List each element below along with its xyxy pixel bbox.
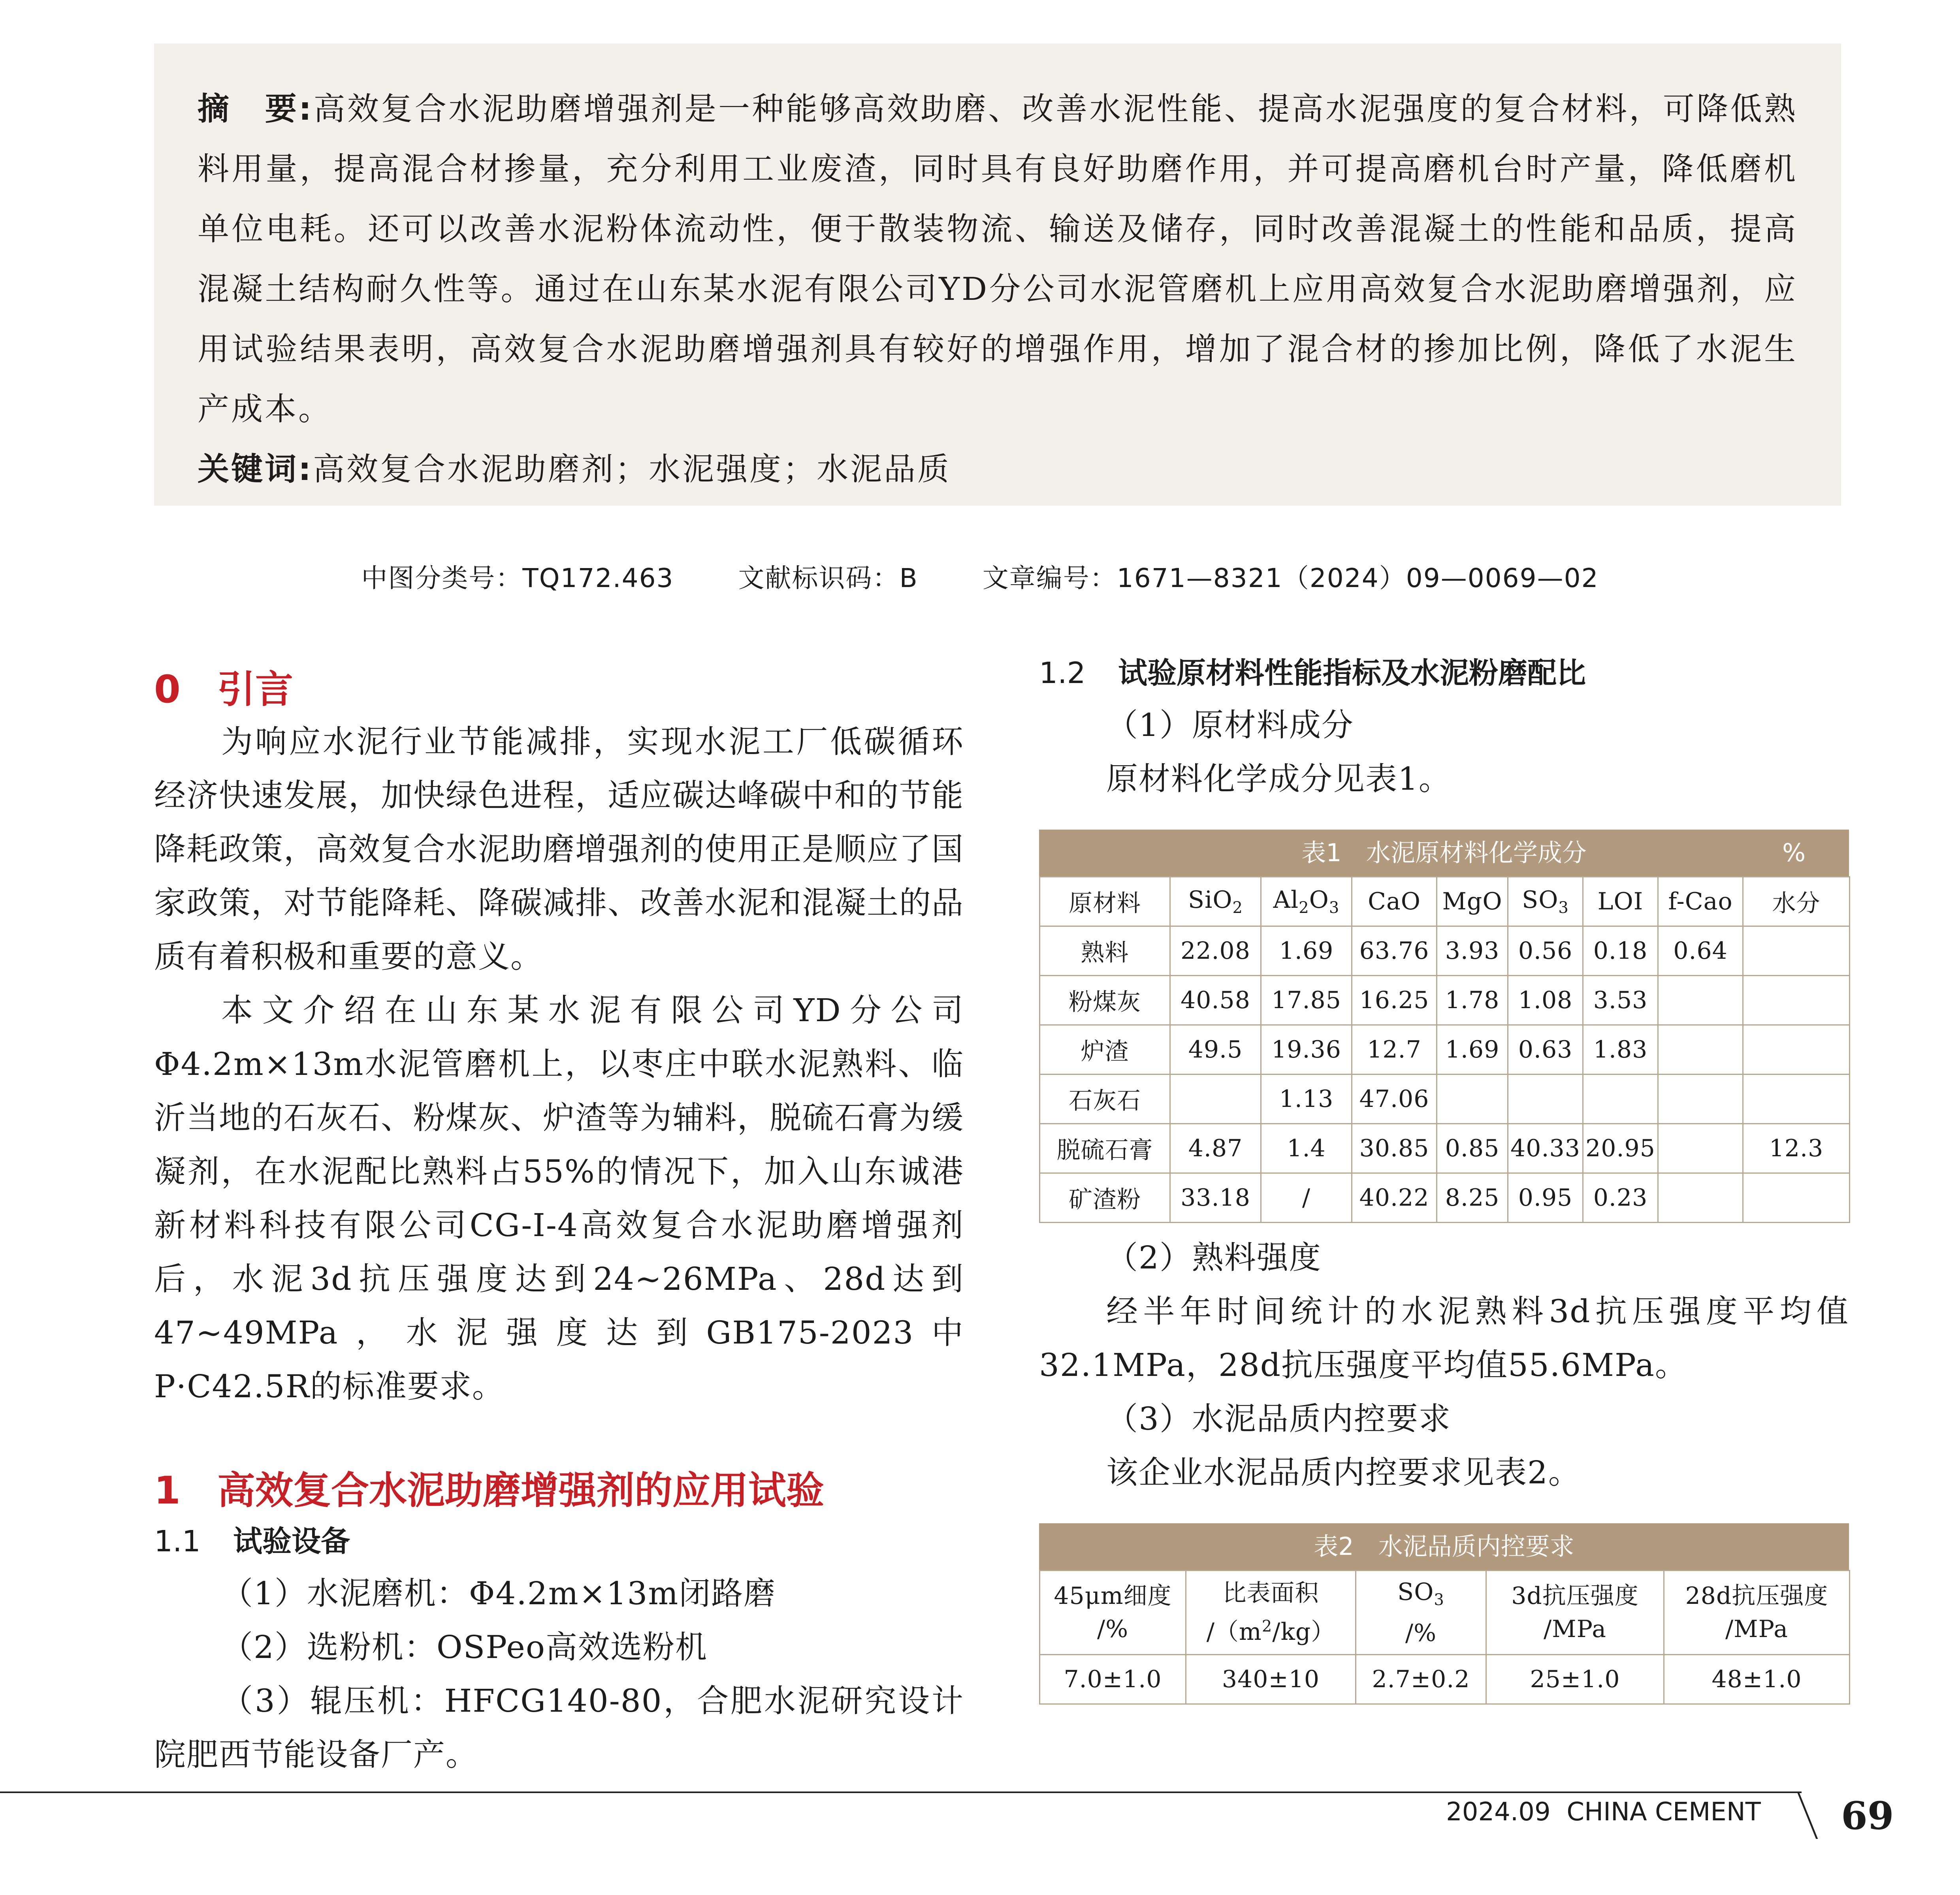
table-1-cell	[1170, 1075, 1261, 1124]
table-2-cell: 48±1.0	[1664, 1655, 1850, 1704]
section-1-number: 1	[154, 1468, 181, 1513]
table-1-header: CaO	[1352, 877, 1437, 926]
section-1-heading	[154, 1465, 964, 1516]
table-1-cell	[1743, 976, 1850, 1025]
table-1-header: LOI	[1583, 877, 1658, 926]
table-1-cell	[1743, 1025, 1850, 1075]
table-1-cell: 0.56	[1508, 926, 1583, 976]
footer-journal: CHINA CEMENT	[1566, 1797, 1761, 1827]
table-1-header: 原材料	[1040, 877, 1170, 926]
table-2-header-fineness: 45μm细度 /%	[1040, 1571, 1186, 1655]
table-2-data-row	[1040, 1655, 1850, 1704]
table-1-header: MgO	[1437, 877, 1508, 926]
table-1-cell: 16.25	[1352, 976, 1437, 1025]
equipment-item-1: （1）水泥磨机：Φ4.2m×13m闭路磨	[221, 1575, 776, 1612]
table-2-cell: 2.7±0.2	[1356, 1655, 1486, 1704]
table-1-material-cell: 粉煤灰	[1040, 976, 1170, 1025]
table-1-cell	[1583, 1075, 1658, 1124]
table-1-cell: 0.85	[1437, 1124, 1508, 1173]
abstract-box	[154, 43, 1841, 506]
table-2-title-bar	[1039, 1523, 1849, 1570]
keywords-label: 关键词:	[198, 451, 313, 487]
equipment-item-3: （3）辊压机：HFCG140-80，合肥水泥研究设计院肥西节能设备厂产。	[154, 1682, 964, 1773]
table-2-header-surface-area: 比表面积 $/(m^2/kg)$	[1186, 1571, 1356, 1655]
table-1-cell: 1.69	[1261, 926, 1352, 976]
table-1-header-so3: $SO_3$	[1508, 877, 1583, 926]
table-1-row	[1040, 1025, 1850, 1075]
table-1-cell: 12.3	[1743, 1124, 1850, 1173]
table-1-title-bar	[1039, 830, 1849, 876]
intro-paragraph-1: 为响应水泥行业节能减排，实现水泥工厂低碳循环经济快速发展，加快绿色进程，适应碳达峰碳中和的节能降耗政策，高效复合水泥助磨增强剂的使用正是顺应了国家政策，对节能降耗、降碳减排、改善水泥和混凝土的品质有着积极和重要的意义。	[154, 723, 964, 975]
section-0-heading	[154, 664, 964, 715]
abstract-label: 摘 要:	[198, 90, 314, 127]
table-1-cell: 0.63	[1508, 1025, 1583, 1075]
table-1-row	[1040, 1075, 1850, 1124]
footer-slash	[1797, 1791, 1818, 1839]
table-1-cell: 0.23	[1583, 1173, 1658, 1223]
materials-item-1-text: 原材料化学成分见表1。	[1106, 760, 1451, 797]
table-2-cell: 340±10	[1186, 1655, 1356, 1704]
table-1-header-sio2: SiO$_2$	[1170, 877, 1261, 926]
table-1-cell	[1658, 976, 1743, 1025]
table-1-cell: 40.22	[1352, 1173, 1437, 1223]
table-1-cell	[1743, 1173, 1850, 1223]
table-1-cell: 0.95	[1508, 1173, 1583, 1223]
table-1-cell: 0.64	[1658, 926, 1743, 976]
materials-item-2-text: 经半年时间统计的水泥熟料3d抗压强度平均值32.1MPa，28d抗压强度平均值55.6MPa。	[1039, 1293, 1849, 1383]
table-1-cell: /	[1261, 1173, 1352, 1223]
table-2-header-row	[1040, 1571, 1850, 1655]
table-1-header: f-Cao	[1658, 877, 1743, 926]
table-1-cell	[1437, 1075, 1508, 1124]
table-1-cell: 40.58	[1170, 976, 1261, 1025]
subsection-1-1-heading	[154, 1516, 964, 1567]
table-1-title: 表1 水泥原材料化学成分	[1301, 838, 1587, 867]
table-2-header-3d-strength: 3d抗压强度 /MPa	[1486, 1571, 1664, 1655]
table-1-cell: 1.69	[1437, 1025, 1508, 1075]
table-1-cell: 19.36	[1261, 1025, 1352, 1075]
table-1-material-cell: 炉渣	[1040, 1025, 1170, 1075]
table-1-grid	[1039, 876, 1850, 1223]
table-1-cell: 20.95	[1583, 1124, 1658, 1173]
table-1-cell	[1658, 1025, 1743, 1075]
right-column	[1039, 648, 1849, 1705]
table-1-body	[1040, 926, 1850, 1223]
table-1-cell: 47.06	[1352, 1075, 1437, 1124]
table-2	[1039, 1523, 1849, 1705]
section-1-title: 高效复合水泥助磨增强剂的应用试验	[217, 1468, 824, 1513]
table-1	[1039, 830, 1849, 1223]
subsection-1-2-title: 试验原材料性能指标及水泥粉磨配比	[1118, 656, 1586, 690]
table-1-cell: 12.7	[1352, 1025, 1437, 1075]
table-1-unit: %	[1782, 838, 1806, 867]
table-1-header-row	[1040, 877, 1850, 926]
table-1-material-cell: 矿渣粉	[1040, 1173, 1170, 1223]
table-1-cell: 0.18	[1583, 926, 1658, 976]
table-1-cell: 30.85	[1352, 1124, 1437, 1173]
table-1-cell	[1508, 1075, 1583, 1124]
table-1-header: 水分	[1743, 877, 1850, 926]
article-number: 文章编号：1671—8321（2024）09—0069—02	[982, 563, 1599, 593]
subsection-1-1-number: 1.1	[154, 1524, 201, 1558]
keywords-line	[198, 439, 1798, 499]
table-1-cell	[1658, 1124, 1743, 1173]
table-1-cell	[1658, 1173, 1743, 1223]
table-2-title: 表2 水泥品质内控要求	[1314, 1532, 1574, 1561]
table-1-cell: 1.83	[1583, 1025, 1658, 1075]
abstract-paragraph	[198, 79, 1798, 439]
footer-journal-line	[1446, 1797, 1761, 1827]
table-1-cell: 63.76	[1352, 926, 1437, 976]
document-code: 文献标识码：B	[738, 563, 918, 593]
footer-rule	[0, 1791, 1802, 1793]
section-0-number: 0	[154, 667, 181, 711]
page-number: 69	[1841, 1793, 1894, 1838]
table-2-cell: 7.0±1.0	[1040, 1655, 1186, 1704]
table-1-cell: 3.53	[1583, 976, 1658, 1025]
table-1-cell: 49.5	[1170, 1025, 1261, 1075]
materials-item-1: （1）原材料成分	[1106, 707, 1354, 743]
materials-item-3: （3）水泥品质内控要求	[1106, 1400, 1451, 1437]
materials-item-3-text: 该企业水泥品质内控要求见表2。	[1106, 1454, 1581, 1491]
table-1-row	[1040, 1124, 1850, 1173]
intro-paragraph-2: 本文介绍在山东某水泥有限公司YD分公司Φ4.2m×13m水泥管磨机上，以枣庄中联水泥熟料、临沂当地的石灰石、粉煤灰、炉渣等为辅料，脱硫石膏为缓凝剂，在水泥配比熟料占55%的情况下，加入山东诚港新材料科技有限公司CG-I-4高效复合水泥助磨增强剂后，水泥3d抗压强度达到24~26MPa、28d达到47~49MPa，水泥强度达到GB175-2023中 P·C42.5R的标准要求。	[154, 992, 964, 1405]
table-2-header-28d-strength: 28d抗压强度 /MPa	[1664, 1571, 1850, 1655]
table-1-row	[1040, 926, 1850, 976]
table-1-cell: 1.08	[1508, 976, 1583, 1025]
table-1-cell: 1.13	[1261, 1075, 1352, 1124]
abstract-text: 高效复合水泥助磨增强剂是一种能够高效助磨、改善水泥性能、提高水泥强度的复合材料，可降低熟料用量，提高混合材掺量，充分利用工业废渣，同时具有良好助磨作用，并可提高磨机台时产量，降低磨机单位电耗。还可以改善水泥粉体流动性，便于散装物流、输送及储存，同时改善混凝土的性能和品质，提高混凝土结构耐久性等。通过在山东某水泥有限公司YD分公司水泥管磨机上应用高效复合水泥助磨增强剂，应用试验结果表明，高效复合水泥助磨增强剂具有较好的增强作用，增加了混合材的掺加比例，降低了水泥生产成本。	[198, 90, 1798, 427]
table-1-material-cell: 熟料	[1040, 926, 1170, 976]
subsection-1-1-title: 试验设备	[233, 1524, 350, 1558]
table-1-cell: 3.93	[1437, 926, 1508, 976]
table-1-cell: 40.33	[1508, 1124, 1583, 1173]
subsection-1-2-number: 1.2	[1039, 656, 1086, 690]
table-1-cell: 33.18	[1170, 1173, 1261, 1223]
table-2-grid	[1039, 1570, 1850, 1705]
section-0-title: 引言	[217, 667, 293, 711]
keywords-text: 高效复合水泥助磨剂；水泥强度；水泥品质	[313, 451, 951, 487]
subsection-1-2-heading	[1039, 648, 1849, 698]
table-1-material-cell: 脱硫石膏	[1040, 1124, 1170, 1173]
meta-line	[0, 557, 1960, 595]
table-2-cell: 25±1.0	[1486, 1655, 1664, 1704]
table-1-row	[1040, 1173, 1850, 1223]
table-1-material-cell: 石灰石	[1040, 1075, 1170, 1124]
table-1-cell	[1658, 1075, 1743, 1124]
materials-item-2: （2）熟料强度	[1106, 1239, 1322, 1276]
table-1-cell: 17.85	[1261, 976, 1352, 1025]
clc-number: 中图分类号：TQ172.463	[361, 563, 674, 593]
table-1-cell	[1743, 1075, 1850, 1124]
table-1-cell: 22.08	[1170, 926, 1261, 976]
table-1-header-al2o3: $Al_2O_3$	[1261, 877, 1352, 926]
table-1-cell: 1.4	[1261, 1124, 1352, 1173]
table-1-cell	[1743, 926, 1850, 976]
footer-issue: 2024.09	[1446, 1797, 1551, 1827]
table-1-cell: 4.87	[1170, 1124, 1261, 1173]
equipment-item-2: （2）选粉机：OSPeo高效选粉机	[221, 1629, 708, 1665]
table-1-row	[1040, 976, 1850, 1025]
table-2-header-so3: $SO_3$ /%	[1356, 1571, 1486, 1655]
table-1-cell: 8.25	[1437, 1173, 1508, 1223]
left-column	[154, 648, 964, 1782]
table-1-cell: 1.78	[1437, 976, 1508, 1025]
